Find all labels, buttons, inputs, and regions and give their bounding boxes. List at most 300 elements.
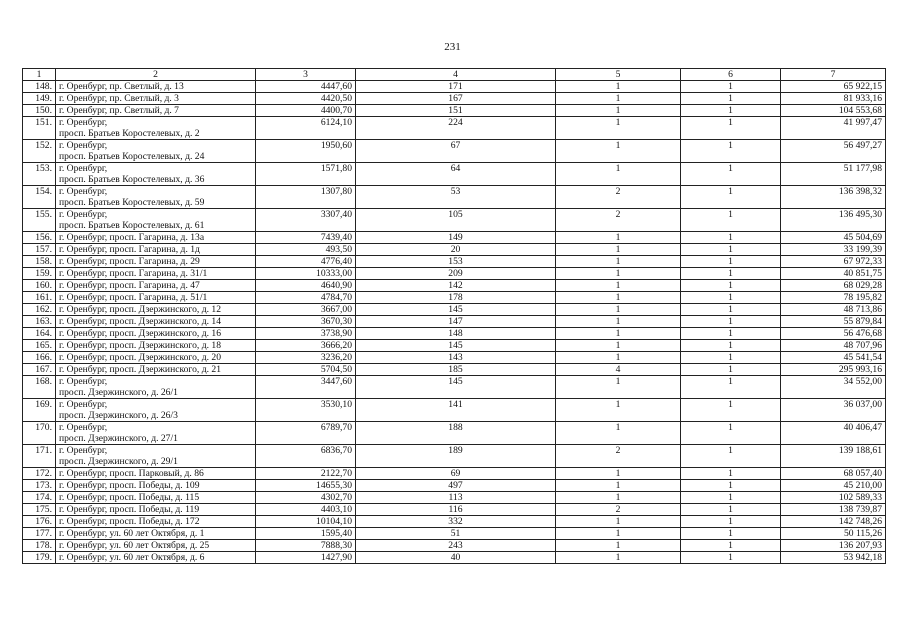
col4-cell: 142	[356, 280, 556, 292]
table-row	[23, 244, 886, 256]
table-row	[23, 316, 886, 328]
area-cell: 10104,10	[256, 516, 356, 528]
col4-cell: 113	[356, 492, 556, 504]
column-header: 6	[681, 69, 781, 81]
col6-cell: 1	[681, 280, 781, 292]
table-row	[23, 422, 886, 445]
amount-cell: 65 922,15	[781, 81, 886, 93]
row-number: 166.	[23, 352, 56, 364]
row-number: 152.	[23, 140, 56, 163]
area-cell: 6836,70	[256, 445, 356, 468]
row-number: 178.	[23, 540, 56, 552]
address-line: г. Оренбург, просп. Гагарина, д. 13а	[59, 232, 205, 243]
col4-cell: 171	[356, 81, 556, 93]
column-header: 1	[23, 69, 56, 81]
address-line: г. Оренбург, ул. 60 лет Октября, д. 25	[59, 540, 210, 551]
col5-cell: 1	[556, 468, 681, 480]
col4-cell: 189	[356, 445, 556, 468]
table-row	[23, 292, 886, 304]
col5-cell: 1	[556, 280, 681, 292]
col4-cell: 40	[356, 552, 556, 564]
col5-cell: 1	[556, 422, 681, 445]
amount-cell: 68 057,40	[781, 468, 886, 480]
area-cell: 14655,30	[256, 480, 356, 492]
col6-cell: 1	[681, 316, 781, 328]
table-row	[23, 528, 886, 540]
area-cell: 3307,40	[256, 209, 356, 232]
col4-cell: 64	[356, 163, 556, 186]
area-cell: 493,50	[256, 244, 356, 256]
col4-cell: 497	[356, 480, 556, 492]
area-cell: 3666,20	[256, 340, 356, 352]
address-line: г. Оренбург, просп. Гагарина, д. 29	[59, 256, 200, 267]
row-number: 153.	[23, 163, 56, 186]
area-cell: 1307,80	[256, 186, 356, 209]
address-cell	[56, 140, 256, 163]
address-cell	[56, 209, 256, 232]
col4-cell: 178	[356, 292, 556, 304]
col6-cell: 1	[681, 244, 781, 256]
address-cell	[56, 445, 256, 468]
amount-cell: 136 398,32	[781, 186, 886, 209]
col5-cell: 1	[556, 552, 681, 564]
table-row	[23, 268, 886, 280]
col4-cell: 51	[356, 528, 556, 540]
address-cell	[56, 468, 256, 480]
col4-cell: 116	[356, 504, 556, 516]
col6-cell: 1	[681, 399, 781, 422]
address-line: просп. Братьев Коростелевых, д. 36	[59, 174, 205, 185]
col5-cell: 1	[556, 93, 681, 105]
col6-cell: 1	[681, 186, 781, 209]
col6-cell: 1	[681, 140, 781, 163]
amount-cell: 56 476,68	[781, 328, 886, 340]
row-number: 162.	[23, 304, 56, 316]
col5-cell: 2	[556, 186, 681, 209]
amount-cell: 78 195,82	[781, 292, 886, 304]
col4-cell: 67	[356, 140, 556, 163]
col6-cell: 1	[681, 552, 781, 564]
address-line: просп. Братьев Коростелевых, д. 2	[59, 128, 200, 139]
col6-cell: 1	[681, 422, 781, 445]
address-cell	[56, 81, 256, 93]
amount-cell: 51 177,98	[781, 163, 886, 186]
col5-cell: 1	[556, 328, 681, 340]
row-number: 149.	[23, 93, 56, 105]
address-line: г. Оренбург,	[59, 163, 108, 174]
address-line: г. Оренбург,	[59, 422, 108, 433]
amount-cell: 67 972,33	[781, 256, 886, 268]
amount-cell: 48 707,96	[781, 340, 886, 352]
col6-cell: 1	[681, 540, 781, 552]
address-line: г. Оренбург, пр. Светлый, д. 13	[59, 81, 184, 92]
amount-cell: 45 541,54	[781, 352, 886, 364]
address-line: просп. Дзержинского, д. 27/1	[59, 433, 178, 444]
row-number: 165.	[23, 340, 56, 352]
address-cell	[56, 256, 256, 268]
address-cell	[56, 480, 256, 492]
col6-cell: 1	[681, 232, 781, 244]
address-cell	[56, 340, 256, 352]
amount-cell: 40 851,75	[781, 268, 886, 280]
address-cell	[56, 328, 256, 340]
table-row	[23, 504, 886, 516]
address-cell	[56, 292, 256, 304]
col6-cell: 1	[681, 81, 781, 93]
row-number: 172.	[23, 468, 56, 480]
address-cell	[56, 504, 256, 516]
address-line: просп. Братьев Коростелевых, д. 61	[59, 220, 205, 231]
table-row	[23, 399, 886, 422]
col5-cell: 1	[556, 316, 681, 328]
table-row	[23, 468, 886, 480]
area-cell: 3447,60	[256, 376, 356, 399]
area-cell: 3236,20	[256, 352, 356, 364]
address-line: г. Оренбург,	[59, 376, 108, 387]
address-cell	[56, 422, 256, 445]
amount-cell: 102 589,33	[781, 492, 886, 504]
area-cell: 4784,70	[256, 292, 356, 304]
col5-cell: 2	[556, 209, 681, 232]
row-number: 150.	[23, 105, 56, 117]
table-row	[23, 340, 886, 352]
col5-cell: 1	[556, 516, 681, 528]
address-line: г. Оренбург,	[59, 209, 108, 220]
col6-cell: 1	[681, 304, 781, 316]
col4-cell: 332	[356, 516, 556, 528]
area-cell: 7439,40	[256, 232, 356, 244]
col6-cell: 1	[681, 328, 781, 340]
col6-cell: 1	[681, 492, 781, 504]
col6-cell: 1	[681, 105, 781, 117]
col5-cell: 1	[556, 105, 681, 117]
col4-cell: 167	[356, 93, 556, 105]
col6-cell: 1	[681, 340, 781, 352]
area-cell: 2122,70	[256, 468, 356, 480]
address-line: г. Оренбург, просп. Победы, д. 119	[59, 504, 200, 515]
row-number: 177.	[23, 528, 56, 540]
amount-cell: 34 552,00	[781, 376, 886, 399]
col6-cell: 1	[681, 364, 781, 376]
col4-cell: 147	[356, 316, 556, 328]
table-row	[23, 480, 886, 492]
address-line: г. Оренбург, просп. Гагарина, д. 51/1	[59, 292, 208, 303]
table-row	[23, 552, 886, 564]
amount-cell: 40 406,47	[781, 422, 886, 445]
area-cell: 6789,70	[256, 422, 356, 445]
col4-cell: 209	[356, 268, 556, 280]
row-number: 158.	[23, 256, 56, 268]
address-line: просп. Дзержинского, д. 29/1	[59, 456, 178, 467]
address-line: г. Оренбург, просп. Дзержинского, д. 14	[59, 316, 221, 327]
address-cell	[56, 540, 256, 552]
address-cell	[56, 352, 256, 364]
row-number: 167.	[23, 364, 56, 376]
table-row	[23, 163, 886, 186]
row-number: 155.	[23, 209, 56, 232]
area-cell: 4640,90	[256, 280, 356, 292]
address-line: г. Оренбург, пр. Светлый, д. 3	[59, 93, 179, 104]
address-line: просп. Братьев Коростелевых, д. 59	[59, 197, 205, 208]
col6-cell: 1	[681, 268, 781, 280]
col5-cell: 1	[556, 292, 681, 304]
area-cell: 7888,30	[256, 540, 356, 552]
row-number: 160.	[23, 280, 56, 292]
area-cell: 4420,50	[256, 93, 356, 105]
row-number: 161.	[23, 292, 56, 304]
area-cell: 10333,00	[256, 268, 356, 280]
address-line: г. Оренбург, пр. Светлый, д. 7	[59, 105, 179, 116]
table-row	[23, 280, 886, 292]
col6-cell: 1	[681, 256, 781, 268]
col4-cell: 153	[356, 256, 556, 268]
row-number: 163.	[23, 316, 56, 328]
address-cell	[56, 117, 256, 140]
table-row	[23, 186, 886, 209]
table-row	[23, 209, 886, 232]
row-number: 168.	[23, 376, 56, 399]
col5-cell: 1	[556, 528, 681, 540]
row-number: 171.	[23, 445, 56, 468]
housing-table	[22, 68, 886, 564]
address-cell	[56, 399, 256, 422]
table-row	[23, 304, 886, 316]
address-line: г. Оренбург, просп. Победы, д. 109	[59, 480, 200, 491]
amount-cell: 45 210,00	[781, 480, 886, 492]
col5-cell: 1	[556, 81, 681, 93]
area-cell: 1950,60	[256, 140, 356, 163]
col5-cell: 1	[556, 376, 681, 399]
col5-cell: 1	[556, 163, 681, 186]
col5-cell: 1	[556, 340, 681, 352]
row-number: 148.	[23, 81, 56, 93]
col6-cell: 1	[681, 292, 781, 304]
col4-cell: 243	[356, 540, 556, 552]
col4-cell: 145	[356, 304, 556, 316]
area-cell: 3670,30	[256, 316, 356, 328]
col4-cell: 141	[356, 399, 556, 422]
amount-cell: 56 497,27	[781, 140, 886, 163]
address-line: г. Оренбург,	[59, 117, 108, 128]
col5-cell: 1	[556, 117, 681, 140]
address-line: г. Оренбург, просп. Парковый, д. 86	[59, 468, 204, 479]
col4-cell: 188	[356, 422, 556, 445]
col5-cell: 1	[556, 140, 681, 163]
col4-cell: 224	[356, 117, 556, 140]
address-line: г. Оренбург, просп. Победы, д. 115	[59, 492, 200, 503]
address-cell	[56, 492, 256, 504]
amount-cell: 45 504,69	[781, 232, 886, 244]
row-number: 154.	[23, 186, 56, 209]
amount-cell: 81 933,16	[781, 93, 886, 105]
col5-cell: 1	[556, 256, 681, 268]
area-cell: 4776,40	[256, 256, 356, 268]
col4-cell: 145	[356, 340, 556, 352]
col6-cell: 1	[681, 504, 781, 516]
address-line: г. Оренбург, просп. Гагарина, д. 1д	[59, 244, 200, 255]
address-line: просп. Братьев Коростелевых, д. 24	[59, 151, 205, 162]
area-cell: 1571,80	[256, 163, 356, 186]
address-line: г. Оренбург, просп. Дзержинского, д. 12	[59, 304, 221, 315]
amount-cell: 33 199,39	[781, 244, 886, 256]
table-row	[23, 364, 886, 376]
col6-cell: 1	[681, 209, 781, 232]
col5-cell: 1	[556, 480, 681, 492]
row-number: 175.	[23, 504, 56, 516]
col6-cell: 1	[681, 352, 781, 364]
table-row	[23, 376, 886, 399]
row-number: 173.	[23, 480, 56, 492]
area-cell: 4403,10	[256, 504, 356, 516]
amount-cell: 36 037,00	[781, 399, 886, 422]
amount-cell: 136 207,93	[781, 540, 886, 552]
col5-cell: 1	[556, 304, 681, 316]
amount-cell: 41 997,47	[781, 117, 886, 140]
page-number: 231	[444, 41, 461, 53]
address-cell	[56, 528, 256, 540]
address-line: г. Оренбург, просп. Гагарина, д. 31/1	[59, 268, 208, 279]
col5-cell: 1	[556, 399, 681, 422]
address-line: г. Оренбург,	[59, 186, 108, 197]
col5-cell: 1	[556, 492, 681, 504]
row-number: 170.	[23, 422, 56, 445]
col5-cell: 1	[556, 540, 681, 552]
address-line: г. Оренбург,	[59, 399, 108, 410]
row-number: 164.	[23, 328, 56, 340]
table-row	[23, 516, 886, 528]
amount-cell: 48 713,86	[781, 304, 886, 316]
col5-cell: 1	[556, 244, 681, 256]
amount-cell: 68 029,28	[781, 280, 886, 292]
col6-cell: 1	[681, 445, 781, 468]
col5-cell: 1	[556, 232, 681, 244]
table-row	[23, 256, 886, 268]
address-cell	[56, 163, 256, 186]
col4-cell: 149	[356, 232, 556, 244]
address-line: г. Оренбург,	[59, 140, 108, 151]
table-row	[23, 93, 886, 105]
amount-cell: 139 188,61	[781, 445, 886, 468]
address-cell	[56, 364, 256, 376]
amount-cell: 53 942,18	[781, 552, 886, 564]
table-row	[23, 328, 886, 340]
address-line: просп. Дзержинского, д. 26/1	[59, 387, 178, 398]
area-cell: 4400,70	[256, 105, 356, 117]
column-header: 5	[556, 69, 681, 81]
col4-cell: 143	[356, 352, 556, 364]
address-cell	[56, 280, 256, 292]
area-cell: 3667,00	[256, 304, 356, 316]
col4-cell: 151	[356, 105, 556, 117]
col4-cell: 148	[356, 328, 556, 340]
col6-cell: 1	[681, 468, 781, 480]
column-header: 7	[781, 69, 886, 81]
col5-cell: 1	[556, 268, 681, 280]
row-number: 156.	[23, 232, 56, 244]
table-row	[23, 81, 886, 93]
col4-cell: 53	[356, 186, 556, 209]
col4-cell: 69	[356, 468, 556, 480]
address-line: г. Оренбург, просп. Дзержинского, д. 20	[59, 352, 221, 363]
row-number: 176.	[23, 516, 56, 528]
col4-cell: 105	[356, 209, 556, 232]
amount-cell: 142 748,26	[781, 516, 886, 528]
address-cell	[56, 376, 256, 399]
column-header: 2	[56, 69, 256, 81]
address-line: просп. Дзержинского, д. 26/3	[59, 410, 178, 421]
address-line: г. Оренбург,	[59, 445, 108, 456]
col4-cell: 20	[356, 244, 556, 256]
table-row	[23, 445, 886, 468]
address-line: г. Оренбург, просп. Дзержинского, д. 21	[59, 364, 221, 375]
col6-cell: 1	[681, 528, 781, 540]
amount-cell: 55 879,84	[781, 316, 886, 328]
amount-cell: 136 495,30	[781, 209, 886, 232]
table-row	[23, 540, 886, 552]
address-line: г. Оренбург, просп. Дзержинского, д. 18	[59, 340, 221, 351]
col5-cell: 4	[556, 364, 681, 376]
col6-cell: 1	[681, 163, 781, 186]
area-cell: 1595,40	[256, 528, 356, 540]
address-cell	[56, 304, 256, 316]
address-line: г. Оренбург, просп. Победы, д. 172	[59, 516, 200, 527]
address-cell	[56, 268, 256, 280]
column-header-row	[23, 69, 886, 81]
column-header: 3	[256, 69, 356, 81]
area-cell: 3530,10	[256, 399, 356, 422]
col5-cell: 1	[556, 352, 681, 364]
col4-cell: 185	[356, 364, 556, 376]
address-cell	[56, 516, 256, 528]
column-header: 4	[356, 69, 556, 81]
address-cell	[56, 105, 256, 117]
address-cell	[56, 316, 256, 328]
address-line: г. Оренбург, просп. Гагарина, д. 47	[59, 280, 200, 291]
col6-cell: 1	[681, 93, 781, 105]
address-cell	[56, 93, 256, 105]
row-number: 151.	[23, 117, 56, 140]
table-row	[23, 140, 886, 163]
row-number: 179.	[23, 552, 56, 564]
col6-cell: 1	[681, 117, 781, 140]
col5-cell: 2	[556, 504, 681, 516]
table-row	[23, 105, 886, 117]
address-line: г. Оренбург, ул. 60 лет Октября, д. 6	[59, 552, 205, 563]
address-line: г. Оренбург, просп. Дзержинского, д. 16	[59, 328, 221, 339]
table-row	[23, 232, 886, 244]
address-line: г. Оренбург, ул. 60 лет Октября, д. 1	[59, 528, 205, 539]
address-cell	[56, 232, 256, 244]
row-number: 169.	[23, 399, 56, 422]
address-cell	[56, 186, 256, 209]
col6-cell: 1	[681, 516, 781, 528]
table-row	[23, 492, 886, 504]
amount-cell: 295 993,16	[781, 364, 886, 376]
row-number: 159.	[23, 268, 56, 280]
address-cell	[56, 244, 256, 256]
col5-cell: 2	[556, 445, 681, 468]
area-cell: 3738,90	[256, 328, 356, 340]
row-number: 174.	[23, 492, 56, 504]
col4-cell: 145	[356, 376, 556, 399]
row-number: 157.	[23, 244, 56, 256]
table-row	[23, 117, 886, 140]
area-cell: 5704,50	[256, 364, 356, 376]
col6-cell: 1	[681, 480, 781, 492]
area-cell: 4447,60	[256, 81, 356, 93]
area-cell: 4302,70	[256, 492, 356, 504]
area-cell: 1427,90	[256, 552, 356, 564]
